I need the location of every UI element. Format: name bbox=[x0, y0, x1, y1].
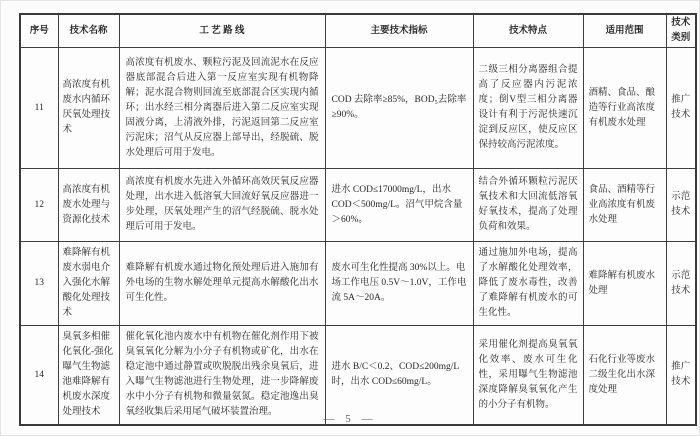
cell-tech-features: 通过施加外电场，提高了水解酸化处理效率，降低了废水毒性，改善了难降解有机废水的可生化性。 bbox=[473, 242, 583, 326]
cell-process-route: 高浓度有机废水先进入外循环高效厌氧反应器处理，出水进入低溶氧大回流好氧反应器进一步处理，厌氧处理产生的沼气经脱硫、脱水处理后可用于发电。 bbox=[119, 169, 325, 242]
header-applicable-scope: 适用范围 bbox=[583, 14, 666, 48]
cell-main-indicators: 废水可生化性提高 30%以上。电场工作电压 0.5V～1.0V，工作电流 5A～20A。 bbox=[325, 242, 473, 326]
cell-tech-name: 臭氧多相催化氧化-强化曝气生物滤池难降解有机废水深度处理技术 bbox=[58, 326, 119, 426]
cell-tech-name: 难降解有机废水弱电介入强化水解酸化处理技术 bbox=[58, 242, 119, 326]
page-number: — 5 — bbox=[323, 413, 377, 425]
cell-main-indicators: 进水 B/C＜0.2、COD≤200mg/L 时，出水 COD≤60mg/L。 bbox=[325, 326, 473, 426]
cell-serial-number: 13 bbox=[20, 242, 58, 326]
cell-main-indicators: COD 去除率≥85%，BOD₅去除率≥90%。 bbox=[325, 48, 473, 169]
table-row bbox=[20, 169, 696, 242]
header-serial-number: 序号 bbox=[20, 14, 58, 48]
cell-serial-number: 12 bbox=[20, 169, 58, 242]
cell-applicable-scope: 食品、酒精等行业高浓度有机废水处理 bbox=[583, 169, 666, 242]
cell-tech-category: 推广技术 bbox=[666, 48, 696, 169]
header-main-indicators: 主要技术指标 bbox=[325, 14, 473, 48]
cell-tech-category: 示范技术 bbox=[666, 169, 696, 242]
table-row bbox=[20, 48, 696, 169]
table-row bbox=[20, 242, 696, 326]
cell-serial-number: 11 bbox=[20, 48, 58, 169]
header-tech-name: 技术名称 bbox=[58, 14, 119, 48]
cell-main-indicators: 进水 COD≤17000mg/L，出水 COD＜500mg/L。沼气甲烷含量＞60%。 bbox=[325, 169, 473, 242]
cell-tech-category: 推广技术 bbox=[666, 326, 696, 426]
header-process-route: 工 艺 路 线 bbox=[119, 14, 325, 48]
cell-applicable-scope: 酒精、食品、酿造等行业高浓度有机废水处理 bbox=[583, 48, 666, 169]
cell-applicable-scope: 石化行业等废水二级生化出水深度处理 bbox=[583, 326, 666, 426]
cell-process-route: 难降解有机废水通过物化预处理后进入施加有外电场的生物水解处理单元提高水解酸化出水可生化性。 bbox=[119, 242, 325, 326]
cell-process-route: 高浓度有机废水、颗粒污泥及回流泥水在反应器底部混合后进入第一反应室实现有机物降解；泥水混合物则回流至底部混合区实现内循环；出水经三相分离器后进入第二反应室实现固液分离，上清液外排，污泥返回第二反应室污泥床；沼气从反应器上部导出，经脱硫、脱水处理后可用于发电。 bbox=[119, 48, 325, 169]
cell-tech-category: 示范技术 bbox=[666, 242, 696, 326]
cell-tech-features: 采用催化剂提高臭氧氧化效率、废水可生化性，采用曝气生物滤池深度降解臭氧氧化产生的小分子有机物。 bbox=[473, 326, 583, 426]
technology-table bbox=[19, 13, 697, 426]
cell-tech-features: 二级三相分离器组合提高了反应器内污泥浓度；倒V型三相分离器设计有利于污泥快速沉淀到反应区，使反应区保持较高污泥浓度。 bbox=[473, 48, 583, 169]
header-tech-features: 技术特点 bbox=[473, 14, 583, 48]
cell-tech-name: 高浓度有机废水内循环厌氧处理技术 bbox=[58, 48, 119, 169]
table-row bbox=[20, 326, 696, 426]
header-tech-category: 技术类别 bbox=[666, 14, 696, 48]
cell-tech-name: 高浓度有机废水处理与资源化技术 bbox=[58, 169, 119, 242]
cell-applicable-scope: 难降解有机废水处理 bbox=[583, 242, 666, 326]
cell-tech-features: 结合外循环颗粒污泥厌氧技术和大回流低溶氧好氧技术，提高了处理负荷和效果。 bbox=[473, 169, 583, 242]
cell-serial-number: 14 bbox=[20, 326, 58, 426]
table-header-row bbox=[20, 14, 696, 48]
cell-process-route: 催化氧化池内废水中有机物在催化剂作用下被臭氧氧化分解为小分子有机物或矿化，出水在稳定池中通过静置或吹脱脱出残余臭氧后，进入曝气生物滤池进行生物处理，进一步降解废水中小分子有机物和微量氨氮。稳定池逸出臭氧经收集后采用尾气破坏装置治理。 bbox=[119, 326, 325, 426]
